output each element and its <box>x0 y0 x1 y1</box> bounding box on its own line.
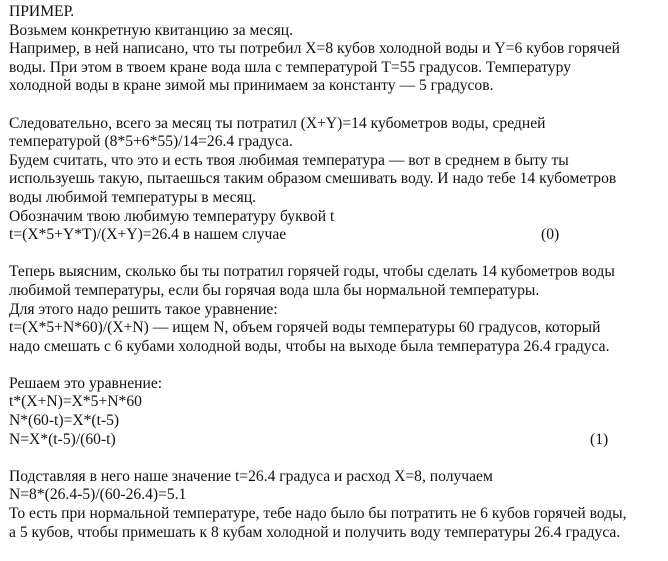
text-line: Возьмем конкретную квитанцию за месяц. <box>9 21 294 39</box>
text-line: холодной воды в кране зимой мы принимаем за константу — 5 градусов. <box>9 77 494 95</box>
text-line: используешь такую, пытаешься таким образом смешивать воду. И надо тебе 14 кубометров <box>9 170 617 188</box>
text-line: Следовательно, всего за месяц ты потратил (X+Y)=14 кубометров воды, средней <box>9 114 546 132</box>
paragraph-result <box>9 468 664 542</box>
text-line: температурой (8*5+6*55)/14=26.4 градуса. <box>9 133 293 151</box>
text-line: N*(60-t)=X*(t-5) <box>9 412 120 430</box>
paragraph-solve-equation <box>9 375 664 449</box>
text-line: t=(X*5+N*60)/(X+N) — ищем N, объем горячей воды температуры 60 градусов, который <box>9 319 601 337</box>
paragraph-spacer <box>9 449 664 468</box>
equation-1-text: N=X*(t-5)/(60-t) <box>9 430 116 448</box>
paragraph-spacer <box>9 245 664 264</box>
text-line: N=8*(26.4-5)/(60-26.4)=5.1 <box>9 486 187 504</box>
text-line: любимой температуры, если бы горячая вода шла бы нормальной температуры. <box>9 281 540 299</box>
text-line: а 5 кубов, чтобы примешать к 8 кубам холодной и получить воду температуры 26.4 градуса. <box>9 523 621 541</box>
document-heading: ПРИМЕР. <box>9 3 75 20</box>
paragraph-average-temperature <box>9 115 664 245</box>
paragraph-receipt <box>9 22 664 96</box>
text-line: Обозначим твою любимую температуру буквой t <box>9 207 335 225</box>
equation-1 <box>9 431 664 450</box>
text-line: Теперь выясним, сколько бы ты потратил горячей годы, чтобы сделать 14 кубометров воды <box>9 263 615 281</box>
text-line: t*(X+N)=X*5+N*60 <box>9 393 142 411</box>
paragraph-spacer <box>9 356 664 375</box>
text-line: Будем считать, что это и есть твоя любимая температура — вот в среднем в быту ты <box>9 151 569 169</box>
text-line: воды. При этом в твоем кране вода шла с температурой T=55 градусов. Температуру <box>9 58 571 76</box>
equation-0-number: (0) <box>541 226 560 244</box>
equation-0-text: t=(X*5+Y*T)/(X+Y)=26.4 в нашем случае <box>9 226 287 244</box>
text-line: Например, в ней написано, что ты потребил X=8 кубов холодной воды и Y=6 кубов горячей <box>9 40 620 58</box>
text-line: Решаем это уравнение: <box>9 374 163 392</box>
equation-0 <box>9 226 664 245</box>
paragraph-normal-temperature <box>9 263 664 356</box>
text-line: То есть при нормальной температуре, тебе надо было бы потратить не 6 кубов горячей воды, <box>9 505 627 523</box>
equation-1-number: (1) <box>590 430 609 448</box>
paragraph-spacer <box>9 96 664 115</box>
text-line: надо смешать с 6 кубами холодной воды, чтобы на выходе была температура 26.4 градуса. <box>9 337 610 355</box>
document-body <box>9 3 664 542</box>
text-line: воды любимой температуры в месяц. <box>9 188 257 206</box>
text-line: Подставляя в него наше значение t=26.4 градуса и расход X=8, получаем <box>9 467 493 485</box>
text-line: Для этого надо решить такое уравнение: <box>9 300 278 318</box>
